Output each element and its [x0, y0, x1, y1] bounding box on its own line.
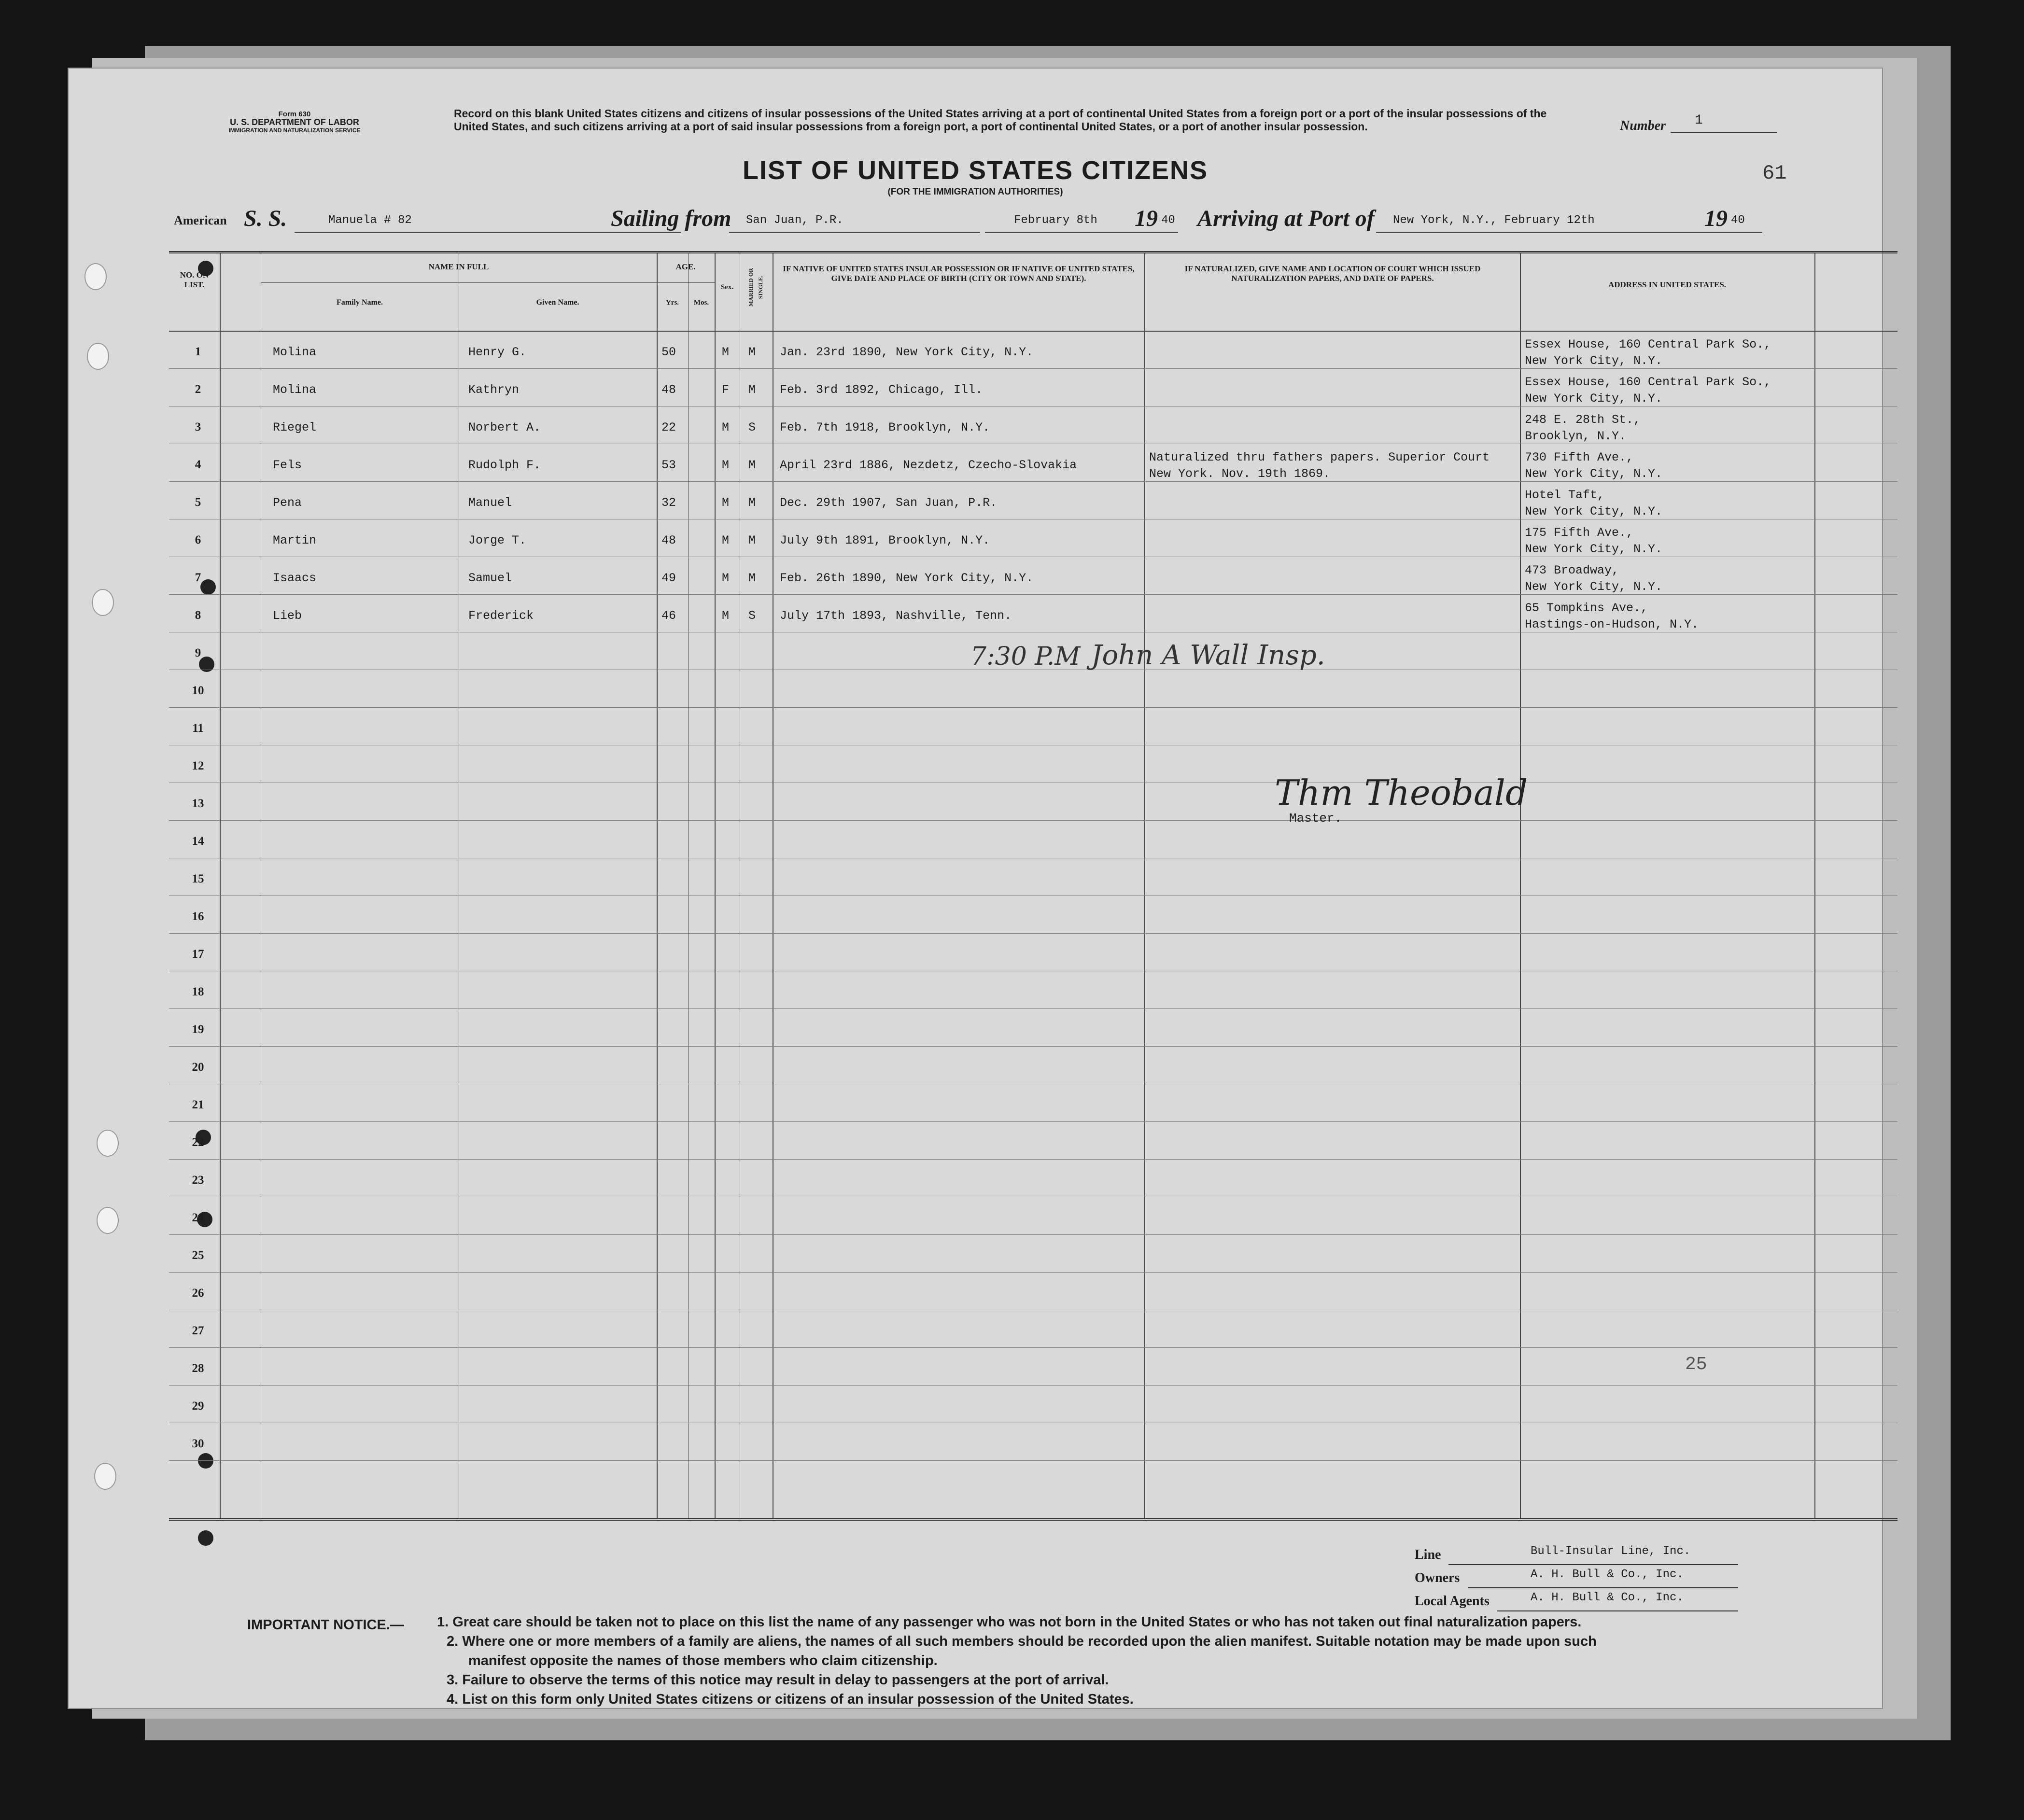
cell-address2: Brooklyn, N.Y. — [1525, 429, 1627, 443]
row-number: 17 — [192, 948, 204, 961]
sailing-from-underline — [729, 232, 980, 233]
binder-hole — [87, 343, 109, 370]
manifest-table — [169, 251, 1898, 1521]
row-number: 3 — [195, 420, 201, 434]
ss-label: S. S. — [244, 206, 287, 231]
row-rule — [169, 1272, 1898, 1273]
header-no: NO. ON LIST. — [180, 270, 209, 289]
number-value: 1 — [1695, 113, 1703, 128]
row-number: 10 — [192, 684, 204, 697]
owners-underline — [1468, 1587, 1738, 1588]
line-underline — [1448, 1564, 1738, 1565]
cell-married: M — [748, 496, 756, 510]
row-rule — [169, 1347, 1898, 1348]
cell-given: Manuel — [468, 496, 512, 510]
cell-family: Isaacs — [273, 571, 317, 585]
binder-hole — [97, 1130, 119, 1157]
header-family-name: Family Name. — [337, 298, 383, 307]
header-married: MARRIED OR SINGLE. — [747, 268, 764, 307]
row-rule — [169, 1046, 1898, 1047]
cell-address2: New York City, N.Y. — [1525, 467, 1663, 481]
binder-hole — [97, 1207, 119, 1234]
col-divider — [715, 253, 716, 1518]
cell-address2: New York City, N.Y. — [1525, 504, 1663, 518]
cell-sex: M — [722, 496, 730, 510]
cell-married: M — [748, 345, 756, 359]
notice-item-1: 1. Great care should be taken not to place on this list the name of any passenger who was not born in the United States or who has not taken out final naturalization papers. — [437, 1614, 1582, 1630]
cell-yrs: 49 — [661, 571, 676, 585]
cell-address1: Essex House, 160 Central Park So., — [1525, 337, 1771, 351]
col-divider — [657, 253, 658, 1518]
cell-given: Henry G. — [468, 345, 527, 359]
agents-underline — [1497, 1610, 1738, 1611]
header-mos: Mos. — [693, 299, 709, 307]
col-divider — [1144, 253, 1145, 1518]
cell-married: M — [748, 458, 756, 472]
arriving-underline — [1376, 232, 1762, 233]
handwritten-time-note: 7:30 P.M — [970, 642, 1081, 671]
row-number: 24 — [192, 1211, 204, 1224]
cell-family: Molina — [273, 345, 317, 359]
cell-address1: Hotel Taft, — [1525, 488, 1605, 502]
row-number: 27 — [192, 1324, 204, 1337]
cell-yrs: 50 — [661, 345, 676, 359]
agents-label: Local Agents — [1415, 1594, 1490, 1609]
col-divider — [220, 253, 221, 1518]
vessel-underline — [295, 232, 681, 233]
col-divider — [1520, 253, 1521, 1518]
cell-given: Jorge T. — [468, 533, 527, 547]
notice-item-2: 2. Where one or more members of a family are aliens, the names of all such members should be recorded upon the alien manifest. Suitable notation may be made upon such — [447, 1634, 1597, 1649]
binder-hole — [92, 589, 114, 616]
header-name-in-full: NAME IN FULL — [428, 262, 489, 271]
row-number: 16 — [192, 910, 204, 923]
sailing-year-prefix: 19 — [1135, 206, 1158, 231]
form-id-block — [212, 110, 377, 135]
cell-birth: Feb. 3rd 1892, Chicago, Ill. — [780, 383, 983, 397]
cell-given: Rudolph F. — [468, 458, 541, 472]
header-address: ADDRESS IN UNITED STATES. — [1608, 280, 1727, 289]
notice-item-2-cont: manifest opposite the names of those members who claim citizenship. — [468, 1653, 938, 1668]
sailing-date: February 8th — [1014, 214, 1097, 227]
cell-birth: Jan. 23rd 1890, New York City, N.Y. — [780, 345, 1034, 359]
punch-mark — [198, 1530, 213, 1546]
row-rule — [169, 1385, 1898, 1386]
cell-address1: 175 Fifth Ave., — [1525, 526, 1634, 540]
cell-address2: New York City, N.Y. — [1525, 354, 1663, 368]
arriving-label: Arriving at Port of — [1197, 206, 1375, 231]
cell-family: Pena — [273, 496, 302, 510]
row-rule — [169, 1460, 1898, 1461]
cell-family: Lieb — [273, 609, 302, 623]
notice-item-4: 4. List on this form only United States citizens or citizens of an insular possession of the United States. — [447, 1692, 1134, 1707]
row-number: 4 — [195, 458, 201, 471]
cell-married: S — [748, 609, 756, 623]
cell-address1: 65 Tompkins Ave., — [1525, 601, 1648, 615]
row-number: 20 — [192, 1061, 204, 1074]
cell-birth: July 9th 1891, Brooklyn, N.Y. — [780, 533, 990, 547]
row-number: 6 — [195, 533, 201, 546]
row-number: 2 — [195, 383, 201, 396]
department-name: U. S. DEPARTMENT OF LABOR — [230, 117, 359, 127]
row-number: 15 — [192, 872, 204, 885]
binder-hole — [94, 1463, 116, 1490]
margin-number: 25 — [1685, 1354, 1707, 1375]
cell-sex: M — [722, 458, 730, 472]
line-value: Bull-Insular Line, Inc. — [1531, 1545, 1691, 1558]
cell-married: M — [748, 571, 756, 585]
cell-yrs: 48 — [661, 533, 676, 547]
row-rule — [169, 1234, 1898, 1235]
cell-yrs: 46 — [661, 609, 676, 623]
row-number: 7 — [195, 571, 201, 584]
cell-yrs: 53 — [661, 458, 676, 472]
cell-birth: July 17th 1893, Nashville, Tenn. — [780, 609, 1012, 623]
row-rule — [169, 1008, 1898, 1009]
cell-family: Riegel — [273, 420, 317, 434]
cell-yrs: 22 — [661, 420, 676, 434]
owners-value: A. H. Bull & Co., Inc. — [1531, 1568, 1684, 1581]
cell-birth: Dec. 29th 1907, San Juan, P.R. — [780, 496, 998, 510]
cell-sex: M — [722, 420, 730, 434]
number-label: Number — [1620, 118, 1666, 133]
col-divider — [688, 253, 689, 1518]
cell-sex: M — [722, 609, 730, 623]
cell-given: Samuel — [468, 571, 512, 585]
sailing-year: 40 — [1161, 214, 1175, 227]
cell-birth: April 23rd 1886, Nezdetz, Czecho-Slovakia — [780, 458, 1077, 472]
master-label: Master. — [1289, 811, 1342, 826]
row-rule — [169, 933, 1898, 934]
cell-address2: New York City, N.Y. — [1525, 392, 1663, 406]
cell-address1: 473 Broadway, — [1525, 563, 1619, 577]
cell-birth: Feb. 7th 1918, Brooklyn, N.Y. — [780, 420, 990, 434]
header-bottom-line — [169, 331, 1898, 332]
notice-label: IMPORTANT NOTICE.— — [247, 1617, 404, 1633]
row-rule — [169, 820, 1898, 821]
cell-naturalized2: New York. Nov. 19th 1869. — [1149, 467, 1331, 481]
name-subheader-line — [261, 282, 657, 283]
cell-sex: M — [722, 345, 730, 359]
cell-address2: New York City, N.Y. — [1525, 542, 1663, 556]
row-number: 5 — [195, 496, 201, 509]
owners-label: Owners — [1415, 1570, 1460, 1585]
form-instructions: Record on this blank United States citizens and citizens of insular possessions of the United States arriving at a port of continental United States from a foreign port or a port of the insular possessions of the United States, and such citizens arriving at a port of said insular possessions from a foreign port, a port of continental United States, or a port of another insular possession. — [454, 107, 1547, 133]
header-yrs: Yrs. — [665, 299, 679, 307]
arriving-year-prefix: 19 — [1704, 206, 1728, 231]
master-signature: Thm Theobald — [1275, 772, 1528, 813]
row-number: 11 — [192, 722, 204, 735]
row-number: 23 — [192, 1174, 204, 1187]
row-number: 18 — [192, 985, 204, 998]
cell-yrs: 48 — [661, 383, 676, 397]
header-age: AGE. — [675, 262, 696, 271]
row-number: 9 — [195, 646, 201, 659]
cell-address2: Hastings-on-Hudson, N.Y. — [1525, 617, 1699, 631]
number-underline — [1671, 132, 1777, 133]
cell-sex: M — [722, 571, 730, 585]
inspector-signature: John A Wall Insp. — [1091, 640, 1325, 671]
header-given-name: Given Name. — [536, 298, 579, 307]
sailing-date-underline — [985, 232, 1178, 233]
header-birth: IF NATIVE OF UNITED STATES INSULAR POSSESSION OR IF NATIVE OF UNITED STATES, GIVE DATE AND PLACE OF BIRTH (CITY OR TOWN AND STATE). — [783, 264, 1135, 283]
page-number: 61 — [1762, 162, 1787, 185]
vessel-prefix: American — [174, 213, 227, 227]
cell-family: Molina — [273, 383, 317, 397]
cell-yrs: 32 — [661, 496, 676, 510]
notice-item-3: 3. Failure to observe the terms of this notice may result in delay to passengers at the port of arrival. — [447, 1672, 1109, 1688]
cell-sex: F — [722, 383, 730, 397]
cell-given: Frederick — [468, 609, 534, 623]
row-number: 25 — [192, 1249, 204, 1262]
header-naturalized: IF NATURALIZED, GIVE NAME AND LOCATION OF COURT WHICH ISSUED NATURALIZATION PAPERS, AND DATE OF PAPERS. — [1184, 264, 1481, 283]
sailing-from: San Juan, P.R. — [746, 214, 843, 227]
row-number: 21 — [192, 1098, 204, 1111]
cell-address1: 730 Fifth Ave., — [1525, 450, 1634, 464]
page-subtitle: (FOR THE IMMIGRATION AUTHORITIES) — [887, 187, 1063, 197]
cell-naturalized: Naturalized thru fathers papers. Superior Court — [1149, 450, 1490, 464]
manifest-sheet — [68, 68, 1883, 1709]
arriving-year: 40 — [1731, 214, 1745, 227]
cell-married: M — [748, 533, 756, 547]
row-number: 30 — [192, 1437, 204, 1450]
cell-given: Kathryn — [468, 383, 520, 397]
page-title: LIST OF UNITED STATES CITIZENS — [743, 156, 1208, 185]
binder-hole — [84, 263, 107, 290]
cell-family: Martin — [273, 533, 317, 547]
row-number: 12 — [192, 759, 204, 772]
agents-value: A. H. Bull & Co., Inc. — [1531, 1591, 1684, 1604]
row-number: 1 — [195, 345, 201, 358]
row-rule — [169, 707, 1898, 708]
cell-family: Fels — [273, 458, 302, 472]
cell-address2: New York City, N.Y. — [1525, 580, 1663, 594]
row-number: 22 — [192, 1136, 204, 1149]
line-label: Line — [1415, 1547, 1441, 1562]
header-sex: Sex. — [720, 283, 734, 291]
cell-married: M — [748, 383, 756, 397]
row-number: 28 — [192, 1362, 204, 1375]
age-subheader-line — [657, 282, 715, 283]
service-name: IMMIGRATION AND NATURALIZATION SERVICE — [228, 127, 361, 134]
row-number: 13 — [192, 797, 204, 810]
row-number: 29 — [192, 1400, 204, 1413]
arriving-port: New York, N.Y., February 12th — [1393, 214, 1595, 227]
form-number: Form 630 — [278, 110, 311, 118]
cell-married: S — [748, 420, 756, 434]
row-rule — [169, 1159, 1898, 1160]
vessel-name: Manuela # 82 — [328, 214, 412, 227]
row-rule — [169, 1121, 1898, 1122]
cell-address1: 248 E. 28th St., — [1525, 413, 1641, 427]
cell-address1: Essex House, 160 Central Park So., — [1525, 375, 1771, 389]
row-number: 19 — [192, 1023, 204, 1036]
cell-given: Norbert A. — [468, 420, 541, 434]
col-divider — [1814, 253, 1815, 1518]
cell-birth: Feb. 26th 1890, New York City, N.Y. — [780, 571, 1034, 585]
row-number: 14 — [192, 835, 204, 848]
row-number: 8 — [195, 609, 201, 622]
cell-sex: M — [722, 533, 730, 547]
row-number: 26 — [192, 1287, 204, 1300]
sailing-label: Sailing from — [611, 206, 731, 231]
